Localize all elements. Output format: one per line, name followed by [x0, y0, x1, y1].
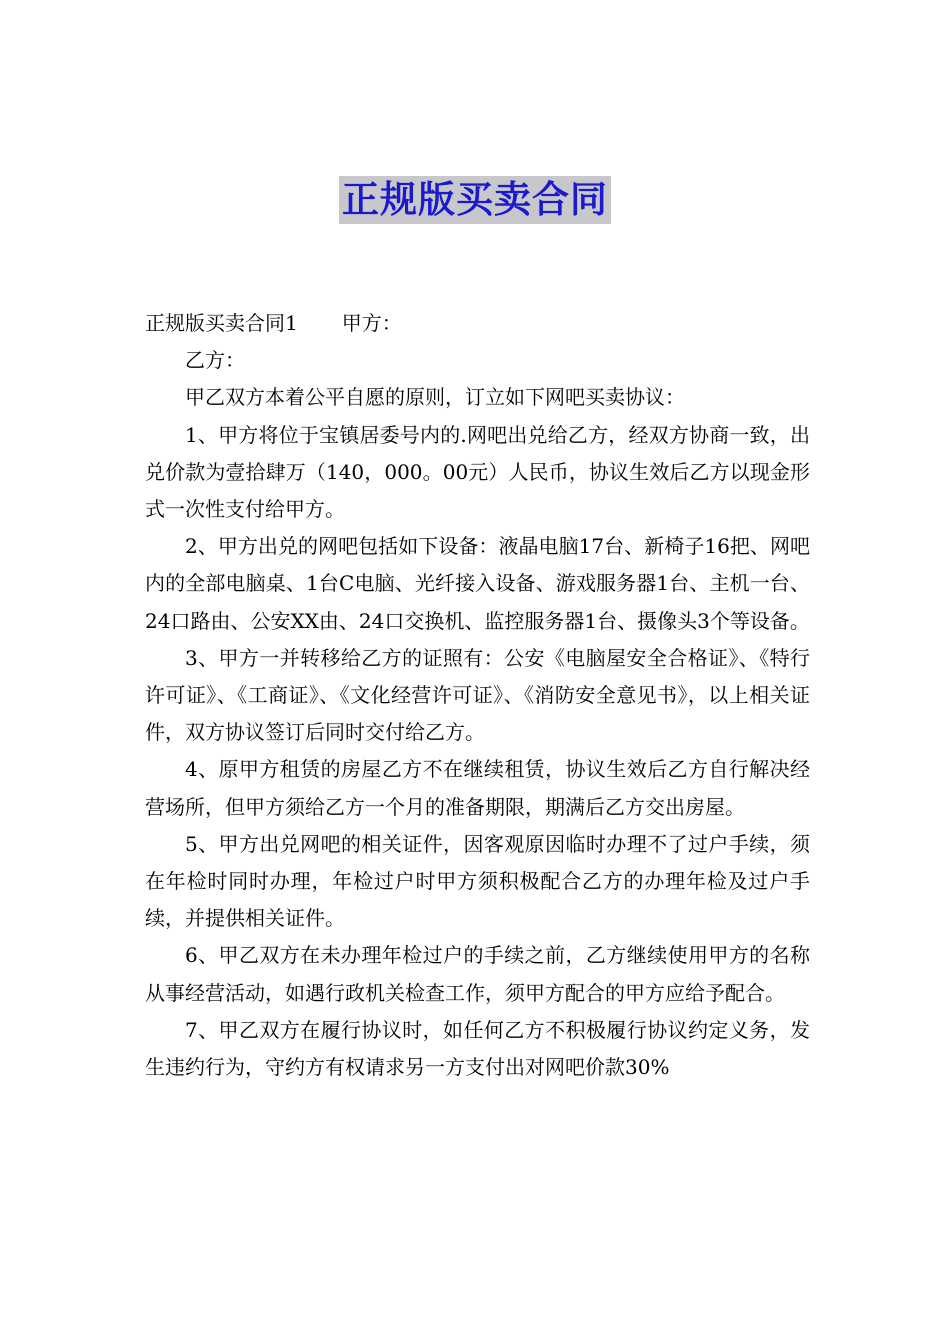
doc-label: 正规版买卖合同1: [145, 311, 298, 335]
clause-4: 4、原甲方租赁的房屋乙方不在继续租赁，协议生效后乙方自行解决经营场所，但甲方须给乙方一个月的准备期限，期满后乙方交出房屋。: [145, 757, 810, 819]
preamble-paragraph: 甲乙双方本着公平自愿的原则，订立如下网吧买卖协议：: [185, 385, 685, 410]
party-b-line: 乙方：: [185, 348, 245, 373]
intro-line: [145, 305, 810, 342]
clause-7: 7、甲乙双方在履行协议时，如任何乙方不积极履行协议约定义务，发生违约行为，守约方有权请求另一方支付出对网吧价款30%: [145, 1017, 810, 1080]
clause-2: 2、甲方出兑的网吧包括如下设备：液晶电脑17台、新椅子16把、网吧内的全部电脑桌、1台C电脑、光纤接入设备、游戏服务器1台、主机一台、24口路由、公安XX由、24口交换机、监控服务器1台、摄像头3个等设备。: [145, 534, 810, 633]
clause-3: 3、甲方一并转移给乙方的证照有：公安《电脑屋安全合格证》、《特行许可证》、《工商证》、《文化经营许可证》、《消防安全意见书》，以上相关证件，双方协议签订后同时交付给乙方。: [145, 645, 810, 745]
clause-5: 5、甲方出兑网吧的相关证件，因客观原因临时办理不了过户手续，须在年检时同时办理，年检过户时甲方须积极配合乙方的办理年检及过户手续，并提供相关证件。: [145, 831, 810, 931]
document-body: [145, 305, 810, 1086]
clause-6: 6、甲乙双方在未办理年检过户的手续之前，乙方继续使用甲方的名称从事经营活动，如遇行政机关检查工作，须甲方配合的甲方应给予配合。: [145, 943, 810, 1005]
title-wrap: [0, 176, 950, 224]
document-title: 正规版买卖合同: [339, 176, 611, 224]
party-a-label: 甲方：: [341, 311, 402, 335]
clause-1: 1、甲方将位于宝镇居委号内的.网吧出兑给乙方，经双方协商一致，出兑价款为壹拾肆万（140，000。00元）人民币，协议生效后乙方以现金形式一次性支付给甲方。: [145, 422, 810, 522]
